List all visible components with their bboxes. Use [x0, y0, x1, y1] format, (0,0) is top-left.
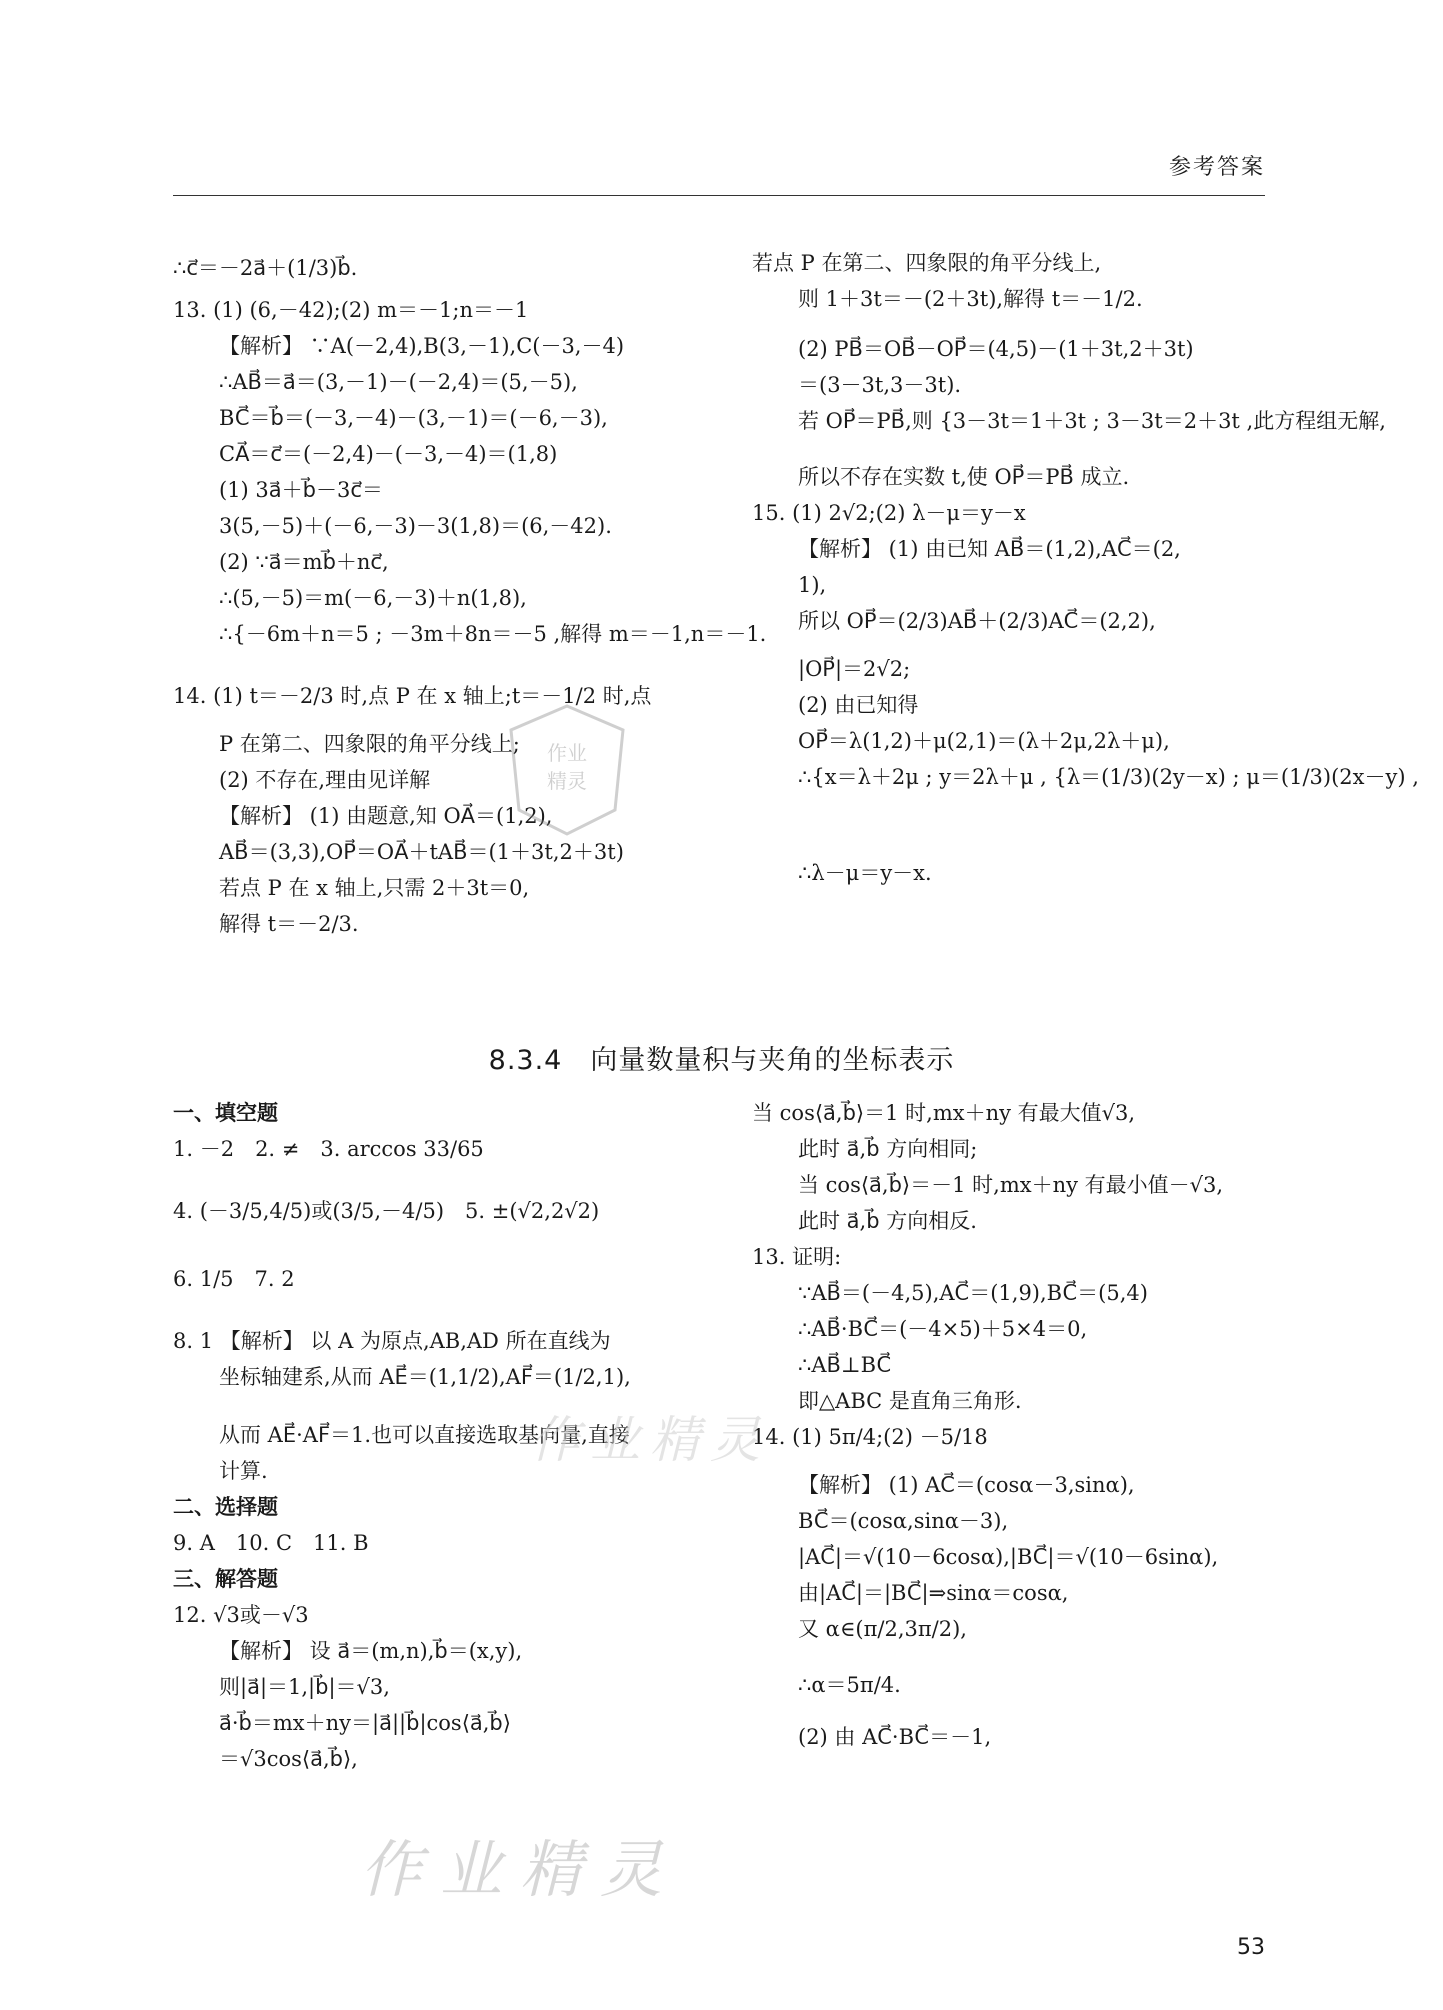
text-line: 【解析】 (1) 由已知 AB⃗＝(1,2),AC⃗＝(2,	[798, 537, 1181, 561]
text-line: 此时 a⃗,b⃗ 方向相同;	[798, 1137, 978, 1161]
watermark-middle: 作业精灵	[530, 1411, 770, 1469]
text-line: ∴AB⃗⊥BC⃗	[798, 1353, 892, 1377]
text-line: 【解析】 设 a⃗＝(m,n),b⃗＝(x,y),	[219, 1639, 523, 1663]
watermark-bottom: 作业精灵	[360, 1833, 681, 1906]
stamp-logo	[505, 700, 630, 840]
text-line: 从而 AE⃗·AF⃗＝1.也可以直接选取基向量,直接	[219, 1423, 630, 1447]
section-title: 8.3.4 向量数量积与夹角的坐标表示	[488, 1045, 955, 1076]
text-line: (2) ∵a⃗＝mb⃗＋nc⃗,	[219, 550, 389, 574]
text-line: 8. 1 【解析】 以 A 为原点,AB,AD 所在直线为	[173, 1329, 611, 1353]
text-line: 3(5,－5)＋(－6,－3)－3(1,8)＝(6,－42).	[219, 514, 612, 538]
text-line: BC⃗＝b⃗＝(－3,－4)－(3,－1)＝(－6,－3),	[219, 406, 608, 430]
text-line: a⃗·b⃗＝mx＋ny＝|a⃗||b⃗|cos⟨a⃗,b⃗⟩	[219, 1711, 511, 1735]
svg-text:作业: 作业	[547, 741, 587, 765]
text-line: 二、选择题	[173, 1495, 278, 1519]
text-line: 坐标轴建系,从而 AE⃗＝(1,1/2),AF⃗＝(1/2,1),	[219, 1365, 631, 1389]
text-line: 4. (－3/5,4/5)或(3/5,－4/5) 5. ±(√2,2√2)	[173, 1199, 600, 1223]
text-line: ∴α＝5π/4.	[798, 1673, 901, 1697]
text-line: ∴{x＝λ＋2μ ; y＝2λ＋μ , {λ＝(1/3)(2y－x) ; μ＝(1/3)(2x－y) ,	[798, 765, 1419, 789]
text-line: (2) 由已知得	[798, 693, 919, 717]
text-line: 【解析】 (1) AC⃗＝(cosα－3,sinα),	[798, 1473, 1135, 1497]
header-title: 参考答案	[1168, 155, 1265, 180]
text-line: 1. －2 2. ≠ 3. arccos 33/65	[173, 1137, 484, 1161]
text-line: ∴AB⃗·BC⃗＝(－4×5)＋5×4＝0,	[798, 1317, 1088, 1341]
text-line: 则|a⃗|＝1,|b⃗|＝√3,	[219, 1675, 390, 1699]
text-line: 13. (1) (6,－42);(2) m＝－1;n＝－1	[173, 298, 529, 322]
text-line: 若 OP⃗＝PB⃗,则 {3－3t＝1＋3t ; 3－3t＝2＋3t ,此方程组无解,	[798, 409, 1386, 433]
text-line: 即△ABC 是直角三角形.	[798, 1389, 1022, 1413]
text-line: ＝√3cos⟨a⃗,b⃗⟩,	[219, 1747, 358, 1771]
text-line: (2) 不存在,理由见详解	[219, 768, 431, 792]
text-line: (2) 由 AC⃗·BC⃗＝－1,	[798, 1725, 992, 1749]
text-line: 所以 OP⃗＝(2/3)AB⃗＋(2/3)AC⃗＝(2,2),	[798, 609, 1156, 633]
text-line: 6. 1/5 7. 2	[173, 1267, 295, 1291]
text-line: (2) PB⃗＝OB⃗－OP⃗＝(4,5)－(1＋3t,2＋3t)	[798, 337, 1194, 361]
text-line: 此时 a⃗,b⃗ 方向相反.	[798, 1209, 977, 1233]
header-rule	[173, 195, 1265, 196]
text-line: ∴{－6m＋n＝5 ; －3m＋8n＝－5 ,解得 m＝－1,n＝－1.	[219, 622, 767, 646]
text-line: 12. √3或－√3	[173, 1603, 309, 1627]
text-line: 14. (1) t＝－2/3 时,点 P 在 x 轴上;t＝－1/2 时,点	[173, 684, 652, 708]
text-line: 9. A 10. C 11. B	[173, 1531, 369, 1555]
text-line: |AC⃗|＝√(10－6cosα),|BC⃗|＝√(10－6sinα),	[798, 1545, 1219, 1569]
text-line: |OP⃗|＝2√2;	[798, 657, 911, 681]
text-line: AB⃗＝(3,3),OP⃗＝OA⃗＋tAB⃗＝(1＋3t,2＋3t)	[219, 840, 624, 864]
text-line: P 在第二、四象限的角平分线上;	[219, 732, 520, 756]
page-number: 53	[1237, 1935, 1265, 1960]
text-line: 【解析】 (1) 由题意,知 OA⃗＝(1,2),	[219, 804, 553, 828]
text-line: ∴AB⃗＝a⃗＝(3,－1)－(－2,4)＝(5,－5),	[219, 370, 578, 394]
text-line: 由|AC⃗|＝|BC⃗|⇒sinα＝cosα,	[798, 1581, 1069, 1605]
text-line: 15. (1) 2√2;(2) λ－μ＝y－x	[752, 501, 1026, 525]
text-line: CA⃗＝c⃗＝(－2,4)－(－3,－4)＝(1,8)	[219, 442, 558, 466]
text-line: 解得 t＝－2/3.	[219, 912, 359, 936]
text-line: ∴(5,－5)＝m(－6,－3)＋n(1,8),	[219, 586, 527, 610]
column-right-bottom	[752, 1095, 1272, 1755]
svg-text:精灵: 精灵	[547, 769, 587, 793]
column-left-top	[173, 250, 767, 962]
text-line: 【解析】 ∵A(－2,4),B(3,－1),C(－3,－4)	[219, 334, 625, 358]
text-line: 当 cos⟨a⃗,b⃗⟩＝1 时,mx＋ny 有最大值√3,	[752, 1101, 1136, 1125]
text-line: BC⃗＝(cosα,sinα－3),	[798, 1509, 1009, 1533]
text-line: 13. 证明:	[752, 1245, 842, 1269]
text-line: 计算.	[219, 1459, 268, 1483]
column-right-top	[752, 245, 1419, 891]
text-line: 当 cos⟨a⃗,b⃗⟩＝－1 时,mx＋ny 有最小值－√3,	[798, 1173, 1224, 1197]
text-line: ∴c⃗＝－2a⃗＋(1/3)b⃗.	[173, 256, 358, 280]
text-line: ∵AB⃗＝(－4,5),AC⃗＝(1,9),BC⃗＝(5,4)	[798, 1281, 1148, 1305]
text-line: 又 α∈(π/2,3π/2),	[798, 1617, 967, 1641]
text-line: 14. (1) 5π/4;(2) －5/18	[752, 1425, 988, 1449]
text-line: 所以不存在实数 t,使 OP⃗＝PB⃗ 成立.	[798, 465, 1130, 489]
text-line: (1) 3a⃗＋b⃗－3c⃗＝	[219, 478, 383, 502]
text-line: 三、解答题	[173, 1567, 278, 1591]
text-line: OP⃗＝λ(1,2)＋μ(2,1)＝(λ＋2μ,2λ＋μ),	[798, 729, 1170, 753]
text-line: 则 1＋3t＝－(2＋3t),解得 t＝－1/2.	[798, 287, 1143, 311]
text-line: ∴λ－μ＝y－x.	[798, 861, 932, 885]
text-line: 1),	[798, 573, 827, 597]
text-line: ＝(3－3t,3－3t).	[798, 373, 962, 397]
text-line: 若点 P 在 x 轴上,只需 2＋3t＝0,	[219, 876, 530, 900]
text-line: 若点 P 在第二、四象限的角平分线上,	[752, 251, 1102, 275]
text-line: 一、填空题	[173, 1101, 278, 1125]
